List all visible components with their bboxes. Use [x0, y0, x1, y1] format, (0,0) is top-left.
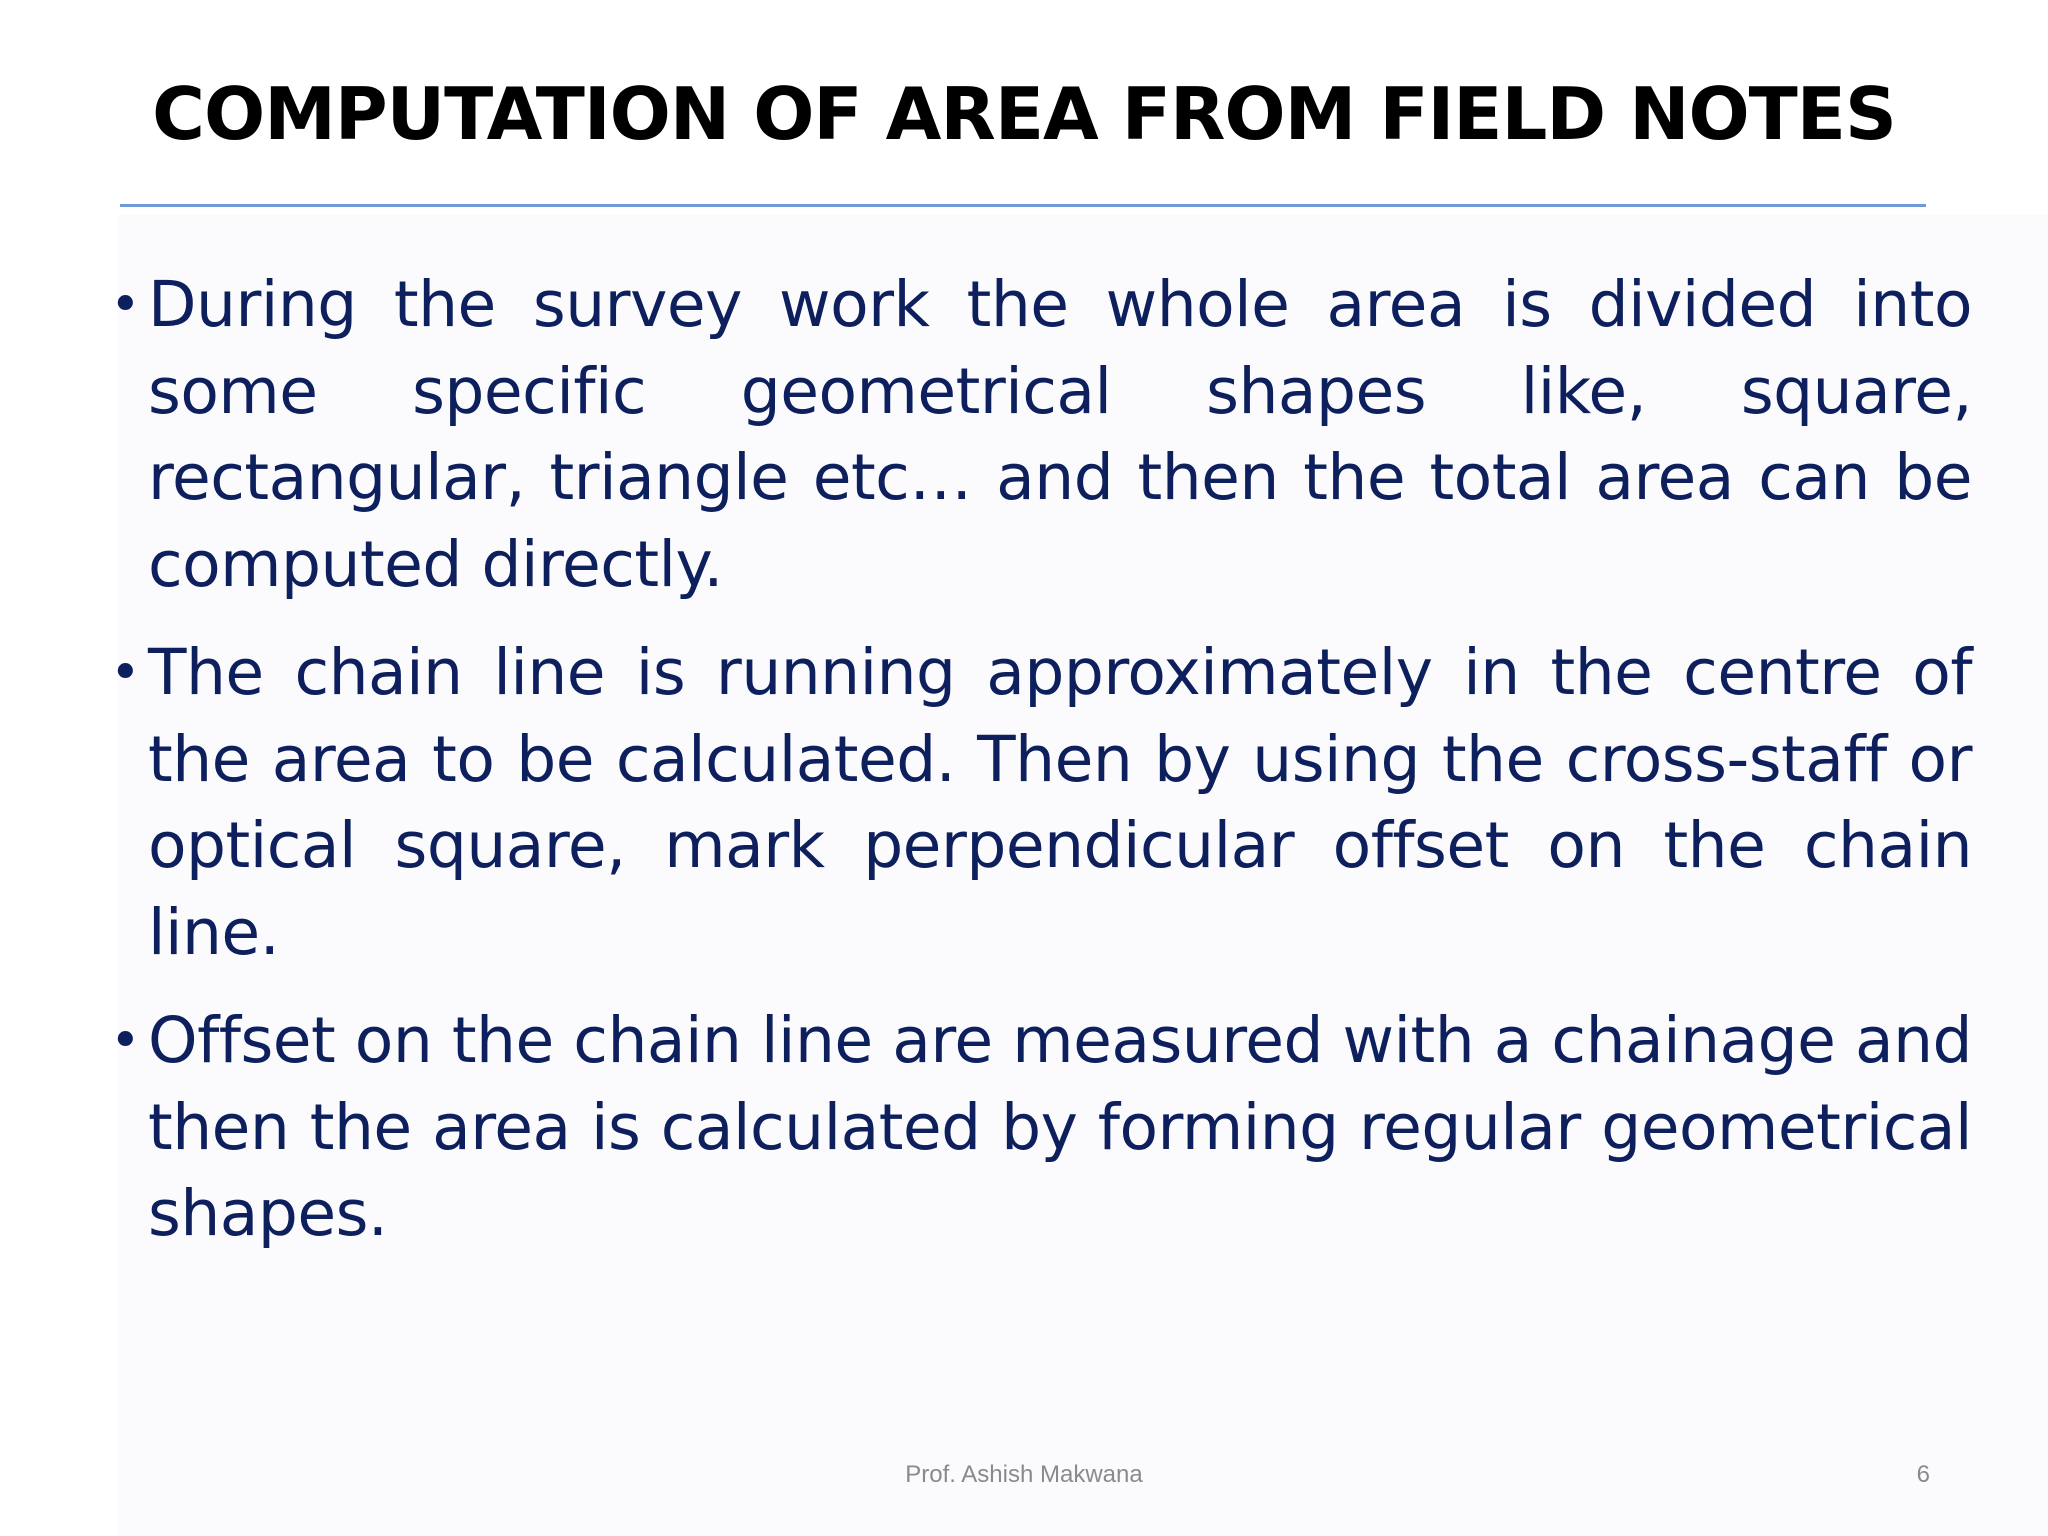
bullet-text-1: During the survey work the whole area is divided into some specific geometrical shapes like, square, rectangular, triangle etc… and then the total area can be computed directly. [148, 268, 1972, 601]
bullet-point-icon: • [110, 275, 141, 335]
bullet-item-2 [110, 630, 1972, 976]
bullet-item-3 [110, 998, 1972, 1258]
page-number: 6 [1916, 1461, 1930, 1488]
title-underline [120, 204, 1926, 207]
slide-title: COMPUTATION OF AREA FROM FIELD NOTES [152, 72, 1896, 156]
bullet-list [110, 262, 1972, 1280]
bullet-point-icon: • [110, 1011, 141, 1071]
bullet-item-1 [110, 262, 1972, 608]
bullet-text-2: The chain line is running approximately in the centre of the area to be calculated. Then by using the cross-staff or optical square, mark perpendicular offset on the chain line. [148, 636, 1972, 969]
footer-author: Prof. Ashish Makwana [905, 1461, 1143, 1488]
bullet-text-3: Offset on the chain line are measured with a chainage and then the area is calculated by forming regular geometrical shapes. [148, 1004, 1972, 1250]
bullet-point-icon: • [110, 643, 141, 703]
